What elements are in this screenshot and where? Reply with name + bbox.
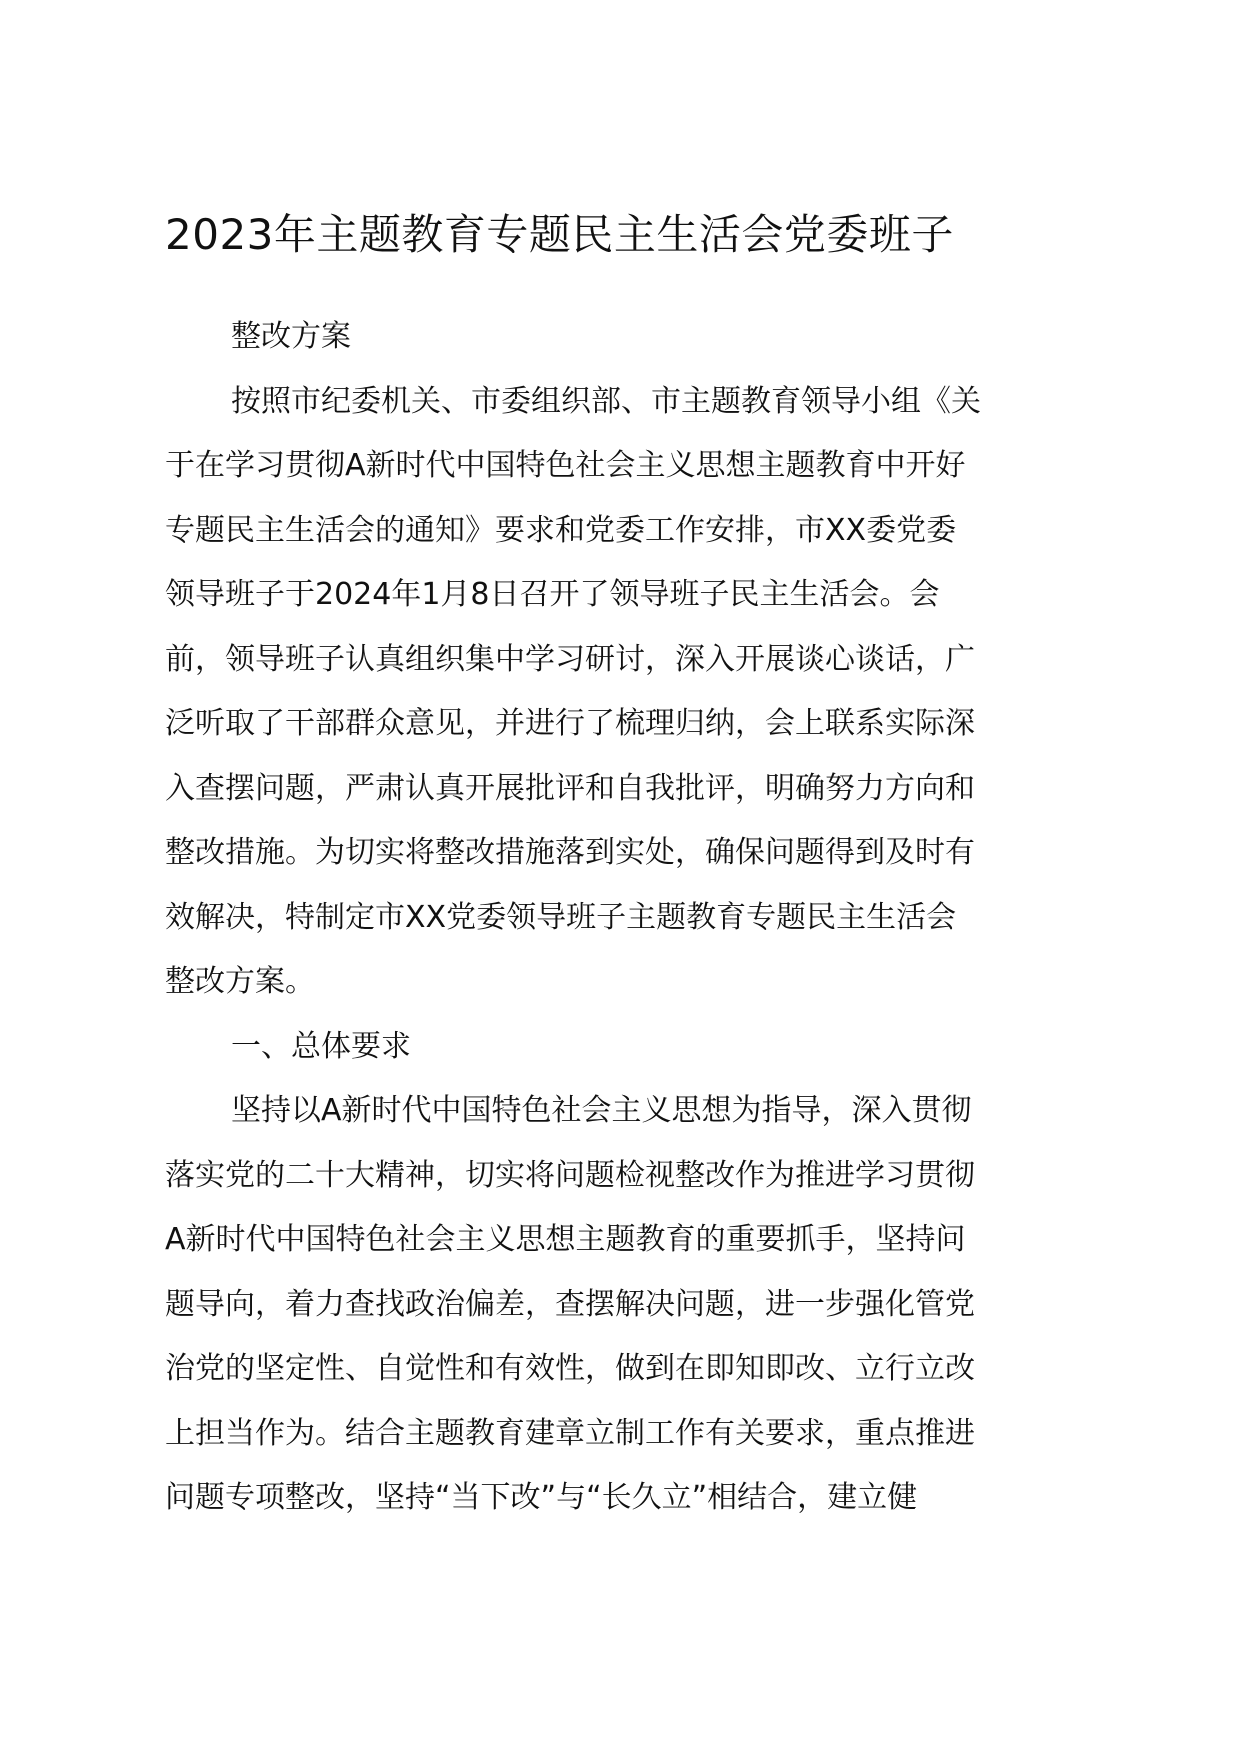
paragraph-line: 泛听取了干部群众意见，并进行了梳理归纳，会上联系实际深	[165, 706, 975, 741]
paragraph-line: 前，领导班子认真组织集中学习研讨，深入开展谈心谈话，广	[165, 641, 975, 677]
paragraph-line: 入查摆问题，严肃认真开展批评和自我批评，明确努力方向和	[165, 770, 975, 806]
paragraph-line: 整改措施。为切实将整改措施落到实处，确保问题得到及时有	[165, 835, 975, 870]
document-title: 2023年主题教育专题民主生活会党委班子	[165, 210, 954, 259]
paragraph-line: 题导向，着力查找政治偏差，查摆解决问题，进一步强化管党	[165, 1286, 975, 1322]
paragraph-line: A新时代中国特色社会主义思想主题教育的重要抓手，坚持问	[165, 1222, 966, 1257]
paragraph-line: 问题专项整改，坚持“当下改”与“长久立”相结合，建立健	[165, 1480, 918, 1515]
paragraph-line: 于在学习贯彻A新时代中国特色社会主义思想主题教育中开好	[165, 448, 966, 483]
paragraph-line: 治党的坚定性、自觉性和有效性，做到在即知即改、立行立改	[165, 1351, 975, 1386]
paragraph-line: 专题民主生活会的通知》要求和党委工作安排，市XX委党委	[165, 512, 957, 548]
section-heading: 一、总体要求	[231, 1028, 411, 1064]
paragraph-line: 坚持以A新时代中国特色社会主义思想为指导，深入贯彻	[231, 1093, 972, 1128]
paragraph-line: 领导班子于2024年1月8日召开了领导班子民主生活会。会	[165, 577, 940, 612]
paragraph-line: 按照市纪委机关、市委组织部、市主题教育领导小组《关	[231, 383, 981, 419]
document-body	[165, 305, 1085, 1531]
paragraph-line: 整改方案。	[165, 964, 315, 999]
paragraph-line: 落实党的二十大精神，切实将问题检视整改作为推进学习贯彻	[165, 1157, 975, 1193]
subtitle-line: 整改方案	[231, 319, 351, 354]
paragraph-line: 效解决，特制定市XX党委领导班子主题教育专题民主生活会	[165, 899, 957, 935]
paragraph-line: 上担当作为。结合主题教育建章立制工作有关要求，重点推进	[165, 1415, 975, 1451]
